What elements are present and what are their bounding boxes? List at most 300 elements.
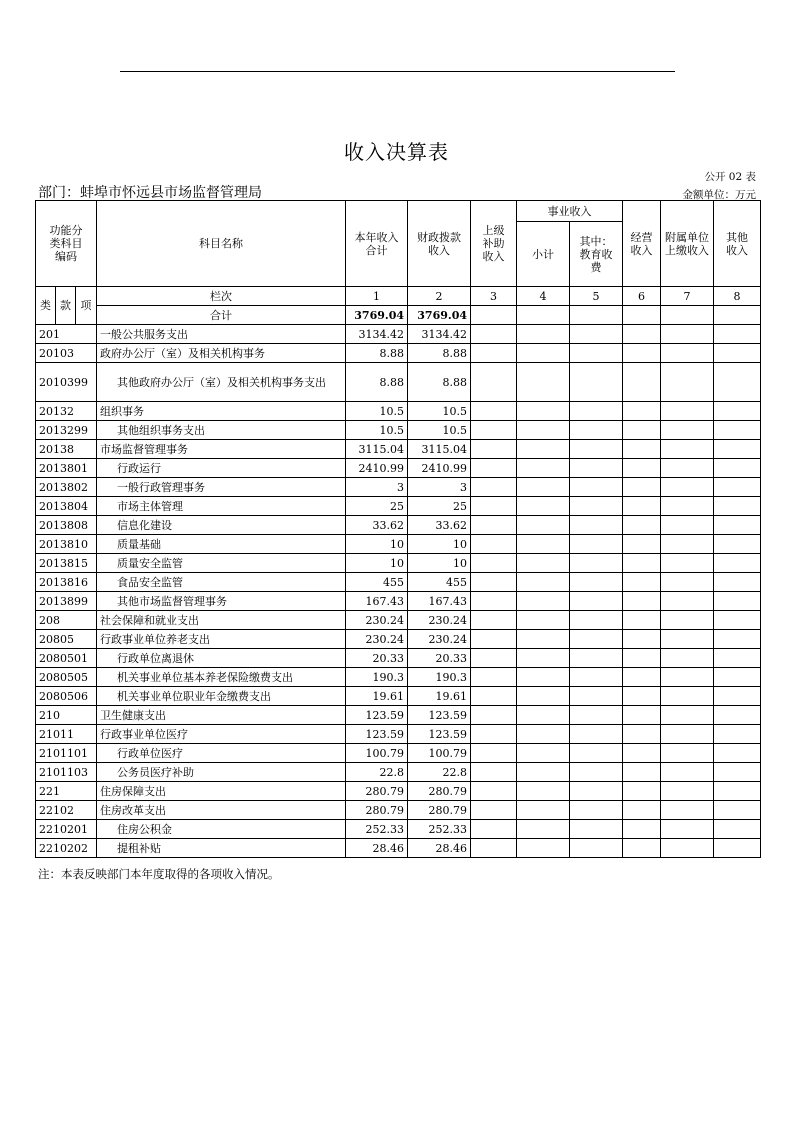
- empty-cell: [623, 668, 661, 687]
- table-row: [36, 497, 761, 516]
- empty-cell: [714, 573, 761, 592]
- empty-cell: [517, 459, 570, 478]
- empty-cell: [623, 763, 661, 782]
- col-num: 5: [570, 287, 623, 306]
- empty-cell: [570, 725, 623, 744]
- col-num: 6: [623, 287, 661, 306]
- empty-cell: [623, 839, 661, 858]
- row-subject-name: 住房保障支出: [97, 782, 346, 801]
- row-fiscal: 167.43: [408, 592, 471, 611]
- total-fiscal-value: 3769.04: [408, 306, 471, 325]
- empty-cell: [714, 344, 761, 363]
- row-total-income: 22.8: [346, 763, 408, 782]
- xiang-header: 项: [76, 287, 97, 325]
- col-num: 4: [517, 287, 570, 306]
- empty-cell: [661, 325, 714, 344]
- row-subject-name: 社会保障和就业支出: [97, 611, 346, 630]
- empty-cell: [623, 801, 661, 820]
- amount-unit: 金额单位：万元: [682, 189, 756, 201]
- row-total-income: 33.62: [346, 516, 408, 535]
- empty-cell: [471, 820, 517, 839]
- empty-cell: [517, 801, 570, 820]
- affiliated-header: 附属单位上缴收入: [661, 201, 714, 287]
- col-num: 1: [346, 287, 408, 306]
- column-number-row: [36, 287, 761, 306]
- table-row: [36, 801, 761, 820]
- empty-cell: [623, 725, 661, 744]
- empty-cell: [471, 497, 517, 516]
- empty-cell: [623, 497, 661, 516]
- empty-cell: [661, 649, 714, 668]
- row-code: 221: [36, 782, 97, 801]
- empty-cell: [471, 611, 517, 630]
- empty-cell: [661, 706, 714, 725]
- row-total-income: 280.79: [346, 801, 408, 820]
- row-fiscal: 280.79: [408, 801, 471, 820]
- table-row: [36, 839, 761, 858]
- row-subject-name: 一般行政管理事务: [97, 478, 346, 497]
- empty-cell: [570, 668, 623, 687]
- row-fiscal: 8.88: [408, 344, 471, 363]
- row-subject-name: 机关事业单位职业年金缴费支出: [97, 687, 346, 706]
- empty-cell: [471, 306, 517, 325]
- table-row: [36, 325, 761, 344]
- empty-cell: [517, 535, 570, 554]
- total-income-value: 3769.04: [346, 306, 408, 325]
- empty-cell: [471, 516, 517, 535]
- empty-cell: [623, 459, 661, 478]
- row-total-income: 230.24: [346, 630, 408, 649]
- empty-cell: [517, 573, 570, 592]
- empty-cell: [517, 687, 570, 706]
- empty-cell: [714, 402, 761, 421]
- row-code: 2101101: [36, 744, 97, 763]
- department-label: 部门：蚌埠市怀远县市场监督管理局: [38, 185, 262, 201]
- empty-cell: [661, 744, 714, 763]
- table-row: [36, 630, 761, 649]
- empty-cell: [517, 421, 570, 440]
- empty-cell: [471, 706, 517, 725]
- row-total-income: 10: [346, 554, 408, 573]
- fiscal-header: 财政拨款收入: [408, 201, 471, 287]
- empty-cell: [517, 820, 570, 839]
- row-code: 21011: [36, 725, 97, 744]
- row-total-income: 10.5: [346, 421, 408, 440]
- row-code: 20805: [36, 630, 97, 649]
- row-fiscal: 2410.99: [408, 459, 471, 478]
- empty-cell: [517, 306, 570, 325]
- row-code: 20103: [36, 344, 97, 363]
- row-code: 2010399: [36, 363, 97, 402]
- empty-cell: [714, 630, 761, 649]
- empty-cell: [471, 744, 517, 763]
- empty-cell: [623, 649, 661, 668]
- table-row: [36, 820, 761, 839]
- empty-cell: [517, 668, 570, 687]
- table-row: [36, 440, 761, 459]
- row-total-income: 8.88: [346, 344, 408, 363]
- row-code: 20132: [36, 402, 97, 421]
- row-total-income: 280.79: [346, 782, 408, 801]
- empty-cell: [471, 763, 517, 782]
- table-row: [36, 535, 761, 554]
- row-total-income: 167.43: [346, 592, 408, 611]
- empty-cell: [714, 516, 761, 535]
- empty-cell: [570, 478, 623, 497]
- empty-cell: [517, 611, 570, 630]
- empty-cell: [517, 325, 570, 344]
- empty-cell: [471, 478, 517, 497]
- empty-cell: [714, 763, 761, 782]
- empty-cell: [570, 421, 623, 440]
- row-total-income: 100.79: [346, 744, 408, 763]
- row-fiscal: 22.8: [408, 763, 471, 782]
- func-code-header: 功能分类科目编码: [36, 201, 97, 287]
- row-fiscal: 230.24: [408, 630, 471, 649]
- empty-cell: [570, 801, 623, 820]
- empty-cell: [570, 592, 623, 611]
- row-subject-name: 行政单位医疗: [97, 744, 346, 763]
- empty-cell: [471, 725, 517, 744]
- empty-cell: [517, 725, 570, 744]
- row-subject-name: 市场主体管理: [97, 497, 346, 516]
- empty-cell: [623, 402, 661, 421]
- row-subject-name: 提租补贴: [97, 839, 346, 858]
- empty-cell: [661, 668, 714, 687]
- empty-cell: [471, 459, 517, 478]
- empty-cell: [570, 516, 623, 535]
- row-fiscal: 3134.42: [408, 325, 471, 344]
- empty-cell: [471, 592, 517, 611]
- row-subject-name: 行政单位离退休: [97, 649, 346, 668]
- empty-cell: [570, 554, 623, 573]
- row-subject-name: 卫生健康支出: [97, 706, 346, 725]
- row-fiscal: 19.61: [408, 687, 471, 706]
- empty-cell: [471, 344, 517, 363]
- empty-cell: [714, 687, 761, 706]
- row-fiscal: 252.33: [408, 820, 471, 839]
- row-code: 2013815: [36, 554, 97, 573]
- col-num: 8: [714, 287, 761, 306]
- empty-cell: [623, 573, 661, 592]
- row-code: 2080506: [36, 687, 97, 706]
- page-title: 收入决算表: [344, 140, 449, 164]
- total-row: [36, 306, 761, 325]
- row-subject-name: 行政事业单位养老支出: [97, 630, 346, 649]
- row-fiscal: 3: [408, 478, 471, 497]
- table-row: [36, 516, 761, 535]
- row-fiscal: 28.46: [408, 839, 471, 858]
- empty-cell: [471, 554, 517, 573]
- empty-cell: [623, 630, 661, 649]
- row-total-income: 123.59: [346, 725, 408, 744]
- empty-cell: [661, 440, 714, 459]
- empty-cell: [517, 630, 570, 649]
- empty-cell: [623, 535, 661, 554]
- row-fiscal: 10.5: [408, 402, 471, 421]
- empty-cell: [623, 363, 661, 402]
- empty-cell: [623, 440, 661, 459]
- empty-cell: [471, 402, 517, 421]
- row-code: 2013801: [36, 459, 97, 478]
- operating-header: 经营收入: [623, 201, 661, 287]
- row-total-income: 2410.99: [346, 459, 408, 478]
- row-fiscal: 10: [408, 554, 471, 573]
- empty-cell: [661, 459, 714, 478]
- empty-cell: [471, 839, 517, 858]
- row-fiscal: 280.79: [408, 782, 471, 801]
- table-note: 注：本表反映部门本年度取得的各项收入情况。: [38, 867, 280, 881]
- column-label: 栏次: [97, 287, 346, 306]
- row-code: 2013299: [36, 421, 97, 440]
- empty-cell: [517, 344, 570, 363]
- row-code: 2210202: [36, 839, 97, 858]
- row-total-income: 10.5: [346, 402, 408, 421]
- empty-cell: [517, 478, 570, 497]
- table-row: [36, 725, 761, 744]
- empty-cell: [517, 440, 570, 459]
- empty-cell: [471, 687, 517, 706]
- empty-cell: [714, 535, 761, 554]
- row-fiscal: 33.62: [408, 516, 471, 535]
- row-subject-name: 质量安全监管: [97, 554, 346, 573]
- empty-cell: [661, 820, 714, 839]
- empty-cell: [661, 421, 714, 440]
- empty-cell: [570, 687, 623, 706]
- empty-cell: [623, 687, 661, 706]
- row-subject-name: 一般公共服务支出: [97, 325, 346, 344]
- empty-cell: [570, 325, 623, 344]
- empty-cell: [661, 363, 714, 402]
- table-row: [36, 421, 761, 440]
- empty-cell: [471, 325, 517, 344]
- empty-cell: [714, 554, 761, 573]
- empty-cell: [517, 363, 570, 402]
- row-code: 2080505: [36, 668, 97, 687]
- table-row: [36, 554, 761, 573]
- row-subject-name: 公务员医疗补助: [97, 763, 346, 782]
- row-code: 2013810: [36, 535, 97, 554]
- empty-cell: [661, 306, 714, 325]
- empty-cell: [661, 782, 714, 801]
- row-total-income: 10: [346, 535, 408, 554]
- row-fiscal: 123.59: [408, 725, 471, 744]
- row-total-income: 8.88: [346, 363, 408, 402]
- row-fiscal: 230.24: [408, 611, 471, 630]
- empty-cell: [661, 344, 714, 363]
- empty-cell: [661, 402, 714, 421]
- row-total-income: 190.3: [346, 668, 408, 687]
- row-code: 2080501: [36, 649, 97, 668]
- row-code: 210: [36, 706, 97, 725]
- empty-cell: [714, 363, 761, 402]
- row-code: 201: [36, 325, 97, 344]
- empty-cell: [570, 820, 623, 839]
- empty-cell: [714, 801, 761, 820]
- empty-cell: [661, 630, 714, 649]
- empty-cell: [714, 440, 761, 459]
- empty-cell: [471, 668, 517, 687]
- empty-cell: [714, 649, 761, 668]
- row-subject-name: 信息化建设: [97, 516, 346, 535]
- empty-cell: [661, 725, 714, 744]
- empty-cell: [517, 763, 570, 782]
- col-num: 3: [471, 287, 517, 306]
- empty-cell: [623, 325, 661, 344]
- empty-cell: [714, 668, 761, 687]
- table-row: [36, 402, 761, 421]
- empty-cell: [517, 516, 570, 535]
- empty-cell: [623, 611, 661, 630]
- table-row: [36, 687, 761, 706]
- kuan-header: 款: [56, 287, 76, 325]
- empty-cell: [623, 782, 661, 801]
- subtotal-header: 小计: [517, 222, 570, 287]
- empty-cell: [517, 649, 570, 668]
- row-fiscal: 123.59: [408, 706, 471, 725]
- empty-cell: [471, 630, 517, 649]
- empty-cell: [570, 363, 623, 402]
- empty-cell: [570, 782, 623, 801]
- row-subject-name: 其他组织事务支出: [97, 421, 346, 440]
- empty-cell: [661, 801, 714, 820]
- row-fiscal: 8.88: [408, 363, 471, 402]
- empty-cell: [570, 839, 623, 858]
- subject-name-header: 科目名称: [97, 201, 346, 287]
- empty-cell: [714, 592, 761, 611]
- row-total-income: 25: [346, 497, 408, 516]
- empty-cell: [661, 535, 714, 554]
- empty-cell: [714, 478, 761, 497]
- empty-cell: [570, 440, 623, 459]
- row-code: 2210201: [36, 820, 97, 839]
- empty-cell: [714, 782, 761, 801]
- row-fiscal: 10: [408, 535, 471, 554]
- empty-cell: [661, 516, 714, 535]
- empty-cell: [714, 459, 761, 478]
- row-total-income: 20.33: [346, 649, 408, 668]
- empty-cell: [661, 687, 714, 706]
- empty-cell: [623, 706, 661, 725]
- empty-cell: [623, 744, 661, 763]
- row-total-income: 19.61: [346, 687, 408, 706]
- header-row-1: [36, 201, 761, 222]
- table-row: [36, 782, 761, 801]
- empty-cell: [517, 839, 570, 858]
- table-row: [36, 611, 761, 630]
- empty-cell: [623, 421, 661, 440]
- row-subject-name: 其他政府办公厅（室）及相关机构事务支出: [97, 363, 346, 402]
- row-subject-name: 市场监督管理事务: [97, 440, 346, 459]
- empty-cell: [471, 535, 517, 554]
- empty-cell: [623, 306, 661, 325]
- empty-cell: [661, 554, 714, 573]
- row-subject-name: 质量基础: [97, 535, 346, 554]
- empty-cell: [570, 459, 623, 478]
- empty-cell: [517, 782, 570, 801]
- empty-cell: [570, 497, 623, 516]
- empty-cell: [714, 725, 761, 744]
- empty-cell: [570, 535, 623, 554]
- empty-cell: [570, 402, 623, 421]
- row-total-income: 28.46: [346, 839, 408, 858]
- row-fiscal: 190.3: [408, 668, 471, 687]
- empty-cell: [623, 516, 661, 535]
- empty-cell: [517, 497, 570, 516]
- table-row: [36, 668, 761, 687]
- empty-cell: [570, 706, 623, 725]
- empty-cell: [570, 573, 623, 592]
- education-fee-header: 其中：教育收费: [570, 222, 623, 287]
- empty-cell: [471, 421, 517, 440]
- empty-cell: [471, 649, 517, 668]
- empty-cell: [471, 573, 517, 592]
- empty-cell: [471, 782, 517, 801]
- empty-cell: [570, 763, 623, 782]
- row-total-income: 3134.42: [346, 325, 408, 344]
- row-total-income: 230.24: [346, 611, 408, 630]
- row-code: 2101103: [36, 763, 97, 782]
- table-row: [36, 744, 761, 763]
- row-total-income: 455: [346, 573, 408, 592]
- row-subject-name: 住房公积金: [97, 820, 346, 839]
- table-row: [36, 592, 761, 611]
- total-label: 合计: [97, 306, 346, 325]
- empty-cell: [517, 592, 570, 611]
- row-code: 22102: [36, 801, 97, 820]
- table-row: [36, 363, 761, 402]
- empty-cell: [623, 820, 661, 839]
- income-table: [35, 200, 761, 858]
- table-row: [36, 478, 761, 497]
- empty-cell: [570, 744, 623, 763]
- empty-cell: [661, 573, 714, 592]
- empty-cell: [714, 421, 761, 440]
- empty-cell: [570, 344, 623, 363]
- empty-cell: [623, 554, 661, 573]
- table-row: [36, 459, 761, 478]
- table-row: [36, 706, 761, 725]
- row-code: 2013804: [36, 497, 97, 516]
- row-fiscal: 20.33: [408, 649, 471, 668]
- col-num: 2: [408, 287, 471, 306]
- empty-cell: [714, 839, 761, 858]
- empty-cell: [517, 554, 570, 573]
- row-code: 2013808: [36, 516, 97, 535]
- empty-cell: [623, 344, 661, 363]
- row-total-income: 3115.04: [346, 440, 408, 459]
- empty-cell: [661, 839, 714, 858]
- row-fiscal: 3115.04: [408, 440, 471, 459]
- row-total-income: 123.59: [346, 706, 408, 725]
- table-row: [36, 573, 761, 592]
- empty-cell: [714, 325, 761, 344]
- empty-cell: [714, 706, 761, 725]
- empty-cell: [661, 478, 714, 497]
- empty-cell: [661, 611, 714, 630]
- empty-cell: [517, 402, 570, 421]
- upper-subsidy-header: 上级补助收入: [471, 201, 517, 287]
- row-total-income: 252.33: [346, 820, 408, 839]
- total-income-header: 本年收入合计: [346, 201, 408, 287]
- empty-cell: [714, 611, 761, 630]
- table-row: [36, 763, 761, 782]
- empty-cell: [714, 744, 761, 763]
- other-header: 其他收入: [714, 201, 761, 287]
- empty-cell: [714, 306, 761, 325]
- empty-cell: [714, 820, 761, 839]
- lei-header: 类: [36, 287, 56, 325]
